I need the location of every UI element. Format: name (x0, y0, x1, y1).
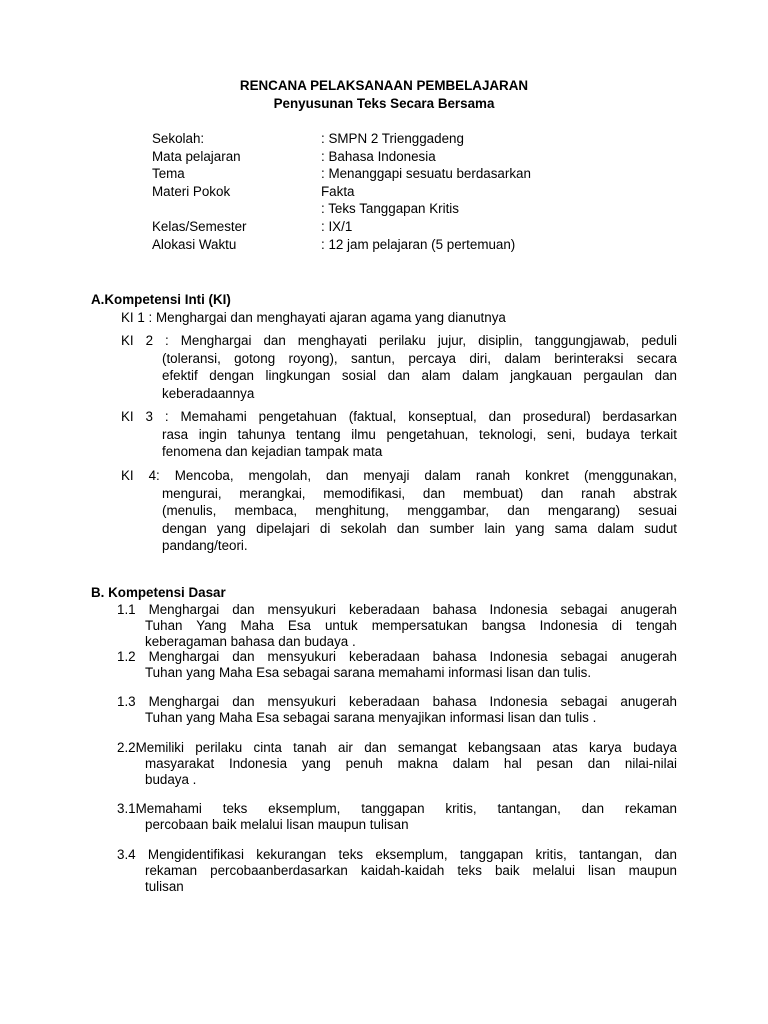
kd34-line-1: 3.4 Mengidentifikasi kekurangan teks eksemplum, tanggapan kritis, tantangan, dan (117, 847, 677, 862)
ki4-line-3: (menulis, membaca, menghitung, menggambar, dan mengarang) sesuai (162, 503, 677, 518)
kd31-line-2: percobaan baik melalui lisan maupun tulisan (145, 817, 409, 832)
ki4-line-2: mengurai, merangkai, memodifikasi, dan membuat) dan ranah abstrak (162, 486, 677, 501)
school-label: Sekolah: (152, 131, 205, 146)
kd31-line-1: 3.1Memahami teks eksemplum, tanggapan kritis, tantangan, dan rekaman (117, 801, 677, 816)
kd13-line-2: Tuhan yang Maha Esa sebagai sarana menyajikan informasi lisan dan tulis . (145, 710, 597, 725)
kd22-line-2: masyarakat Indonesia yang penuh makna dalam hal pesan dan nilai-nilai (145, 756, 677, 771)
ki2-line-3: efektif dengan lingkungan sosial dan alam dalam jangkauan pergaulan dan (162, 368, 677, 383)
ki2-line-1: KI 2 : Menghargai dan menghayati perilaku jujur, disiplin, tanggungjawab, peduli (121, 333, 677, 348)
section-b-heading: B. Kompetensi Dasar (91, 585, 226, 600)
kd34-line-2: rekaman percobaanberdasarkan kaidah-kaidah teks baik melalui lisan maupun (145, 863, 677, 878)
document-subtitle: Penyusunan Teks Secara Bersama (273, 96, 495, 111)
kd12-line-2: Tuhan yang Maha Esa sebagai sarana memahami informasi lisan dan tulis. (145, 665, 592, 680)
ki2-line-2: (toleransi, gotong royong), santun, percaya diri, dalam berinteraksi secara (162, 351, 677, 366)
ki4-line-1: KI 4: Mencoba, mengolah, dan menyaji dalam ranah konkret (menggunakan, (121, 468, 677, 483)
kd11-line-1: 1.1 Menghargai dan mensyukuri keberadaan bahasa Indonesia sebagai anugerah (117, 602, 677, 617)
theme-value: : Menanggapi sesuatu berdasarkan (321, 166, 531, 181)
kd22-line-3: budaya . (145, 772, 197, 787)
material-value: : Teks Tanggapan Kritis (321, 201, 459, 216)
ki3-line-2: rasa ingin tahunya tentang ilmu pengetahuan, teknologi, seni, budaya terkait (162, 427, 677, 442)
class-label: Kelas/Semester (152, 219, 247, 234)
subject-label: Mata pelajaran (152, 149, 241, 164)
ki1-line-1: KI 1 : Menghargai dan menghayati ajaran agama yang dianutnya (121, 310, 506, 325)
material-label: Materi Pokok (152, 184, 231, 199)
kd34-line-3: tulisan (145, 879, 184, 894)
theme-label: Tema (152, 166, 185, 181)
ki4-line-5: pandang/teori. (162, 538, 248, 553)
kd11-line-3: keberagaman bahasa dan budaya . (145, 634, 356, 649)
document-title: RENCANA PELAKSANAAN PEMBELAJARAN (239, 78, 529, 93)
ki4-line-4: dengan yang dipelajari di sekolah dan sumber lain yang sama dalam sudut (162, 521, 677, 536)
ki2-line-4: keberadaannya (162, 386, 255, 401)
school-value: : SMPN 2 Trienggadeng (321, 131, 464, 146)
theme-value-continued: Fakta (321, 184, 355, 199)
ki3-line-3: fenomena dan kejadian tampak mata (162, 444, 383, 459)
time-value: : 12 jam pelajaran (5 pertemuan) (321, 237, 516, 252)
kd13-line-1: 1.3 Menghargai dan mensyukuri keberadaan bahasa Indonesia sebagai anugerah (117, 694, 677, 709)
kd11-line-2: Tuhan Yang Maha Esa untuk mempersatukan bangsa Indonesia di tengah (145, 618, 677, 633)
time-label: Alokasi Waktu (152, 237, 237, 252)
ki3-line-1: KI 3 : Memahami pengetahuan (faktual, konseptual, dan prosedural) berdasarkan (121, 409, 677, 424)
kd12-line-1: 1.2 Menghargai dan mensyukuri keberadaan bahasa Indonesia sebagai anugerah (117, 649, 677, 664)
class-value: : IX/1 (321, 219, 353, 234)
section-a-heading: A.Kompetensi Inti (KI) (91, 292, 231, 307)
kd22-line-1: 2.2Memiliki perilaku cinta tanah air dan semangat kebangsaan atas karya budaya (117, 740, 677, 755)
subject-value: : Bahasa Indonesia (321, 149, 436, 164)
